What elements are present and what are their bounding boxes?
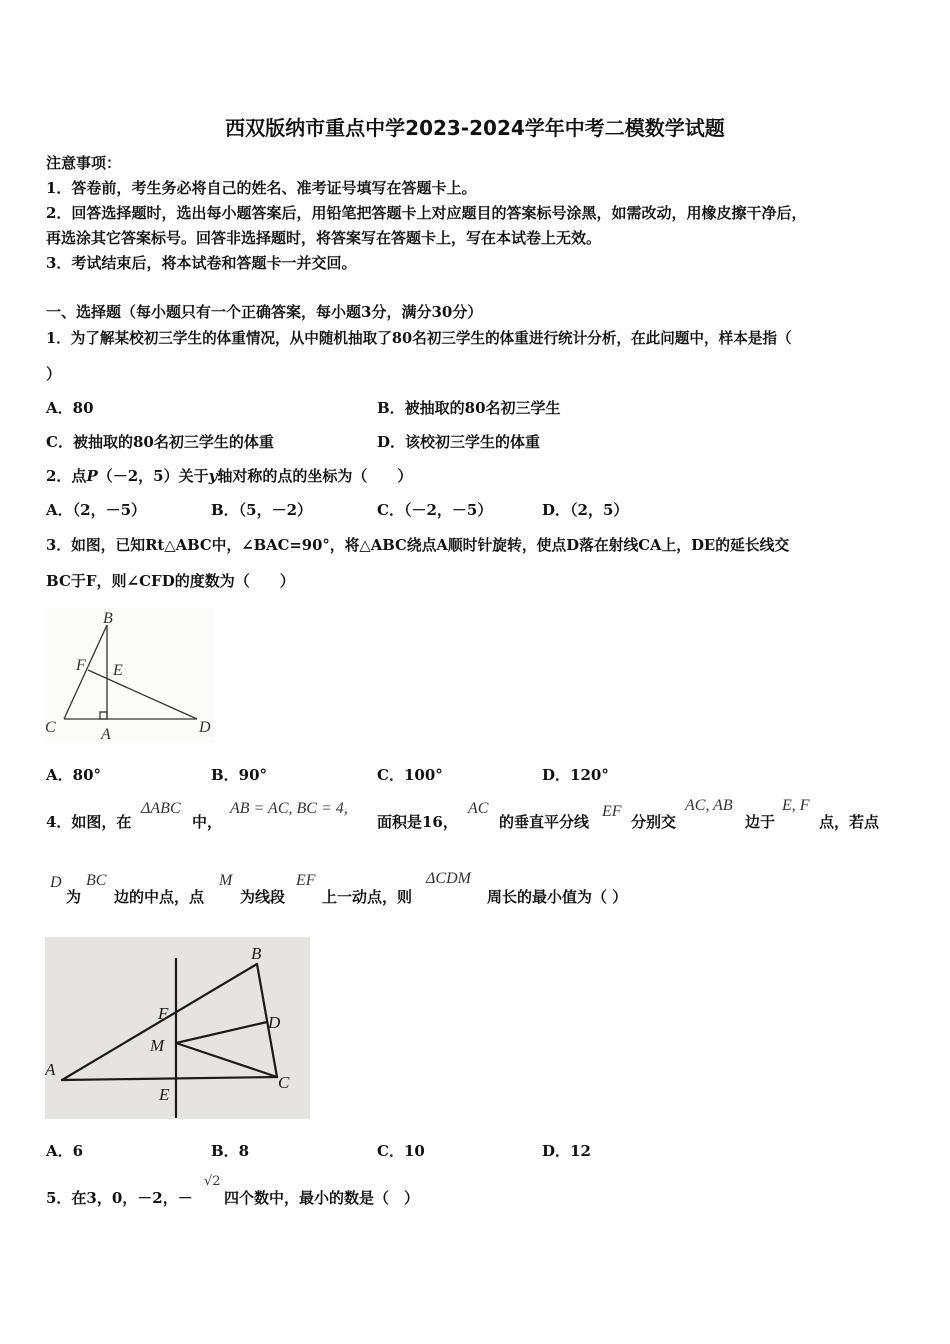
question-5-stem: 5．在3，0，－2，－ xyxy=(46,1189,193,1207)
label-f: F xyxy=(76,657,86,674)
label-a: A xyxy=(45,1060,56,1079)
q4-text: 分别交 xyxy=(631,813,677,831)
page-title: 西双版纳市重点中学2023-2024学年中考二模数学试题 xyxy=(225,116,725,140)
question-3-stem-end: BC于F，则∠CFD的度数为（ ） xyxy=(46,572,295,590)
notice-item: 3．考试结束后，将本试卷和答题卡一并交回。 xyxy=(46,254,357,272)
q4-math: BC xyxy=(86,872,107,889)
label-d: D xyxy=(199,719,211,736)
q4-text: 上一动点，则 xyxy=(322,888,413,906)
q1-option-d: D．该校初三学生的体重 xyxy=(377,433,541,451)
label-e: E xyxy=(159,1085,170,1104)
notice-item: 1．答卷前，考生务必将自己的姓名、准考证号填写在答题卡上。 xyxy=(46,179,477,197)
q4-math: ΔABC xyxy=(141,800,181,817)
section-heading: 一、选择题（每小题只有一个正确答案，每小题3分，满分30分） xyxy=(46,303,483,321)
q3-option-b: B．90° xyxy=(211,766,268,784)
q4-text: 点，若点 xyxy=(819,813,880,831)
q4-math: AC, AB xyxy=(685,797,733,814)
q4-text: 为线段 xyxy=(240,888,286,906)
q4-option-a: A．6 xyxy=(46,1142,84,1160)
q4-text: 面积是16， xyxy=(377,813,458,831)
question-1-stem: 1．为了解某校初三学生的体重情况，从中随机抽取了80名初三学生的体重进行统计分析，在此问题中，样本是指（ xyxy=(46,330,792,347)
q2-option-b: B．（5，－2） xyxy=(211,501,313,519)
question-2-stem: 2．点P（－2，5）关于y轴对称的点的坐标为（ ） xyxy=(46,467,413,485)
q4-text: 边的中点，点 xyxy=(114,888,205,906)
q4-text: 周长的最小值为（ ） xyxy=(487,888,628,906)
figure-background xyxy=(44,608,214,743)
q2-option-d: D．（2，5） xyxy=(542,501,629,519)
q4-math: M xyxy=(219,872,233,889)
label-c: C xyxy=(278,1073,290,1092)
q1-option-c: C．被抽取的80名初三学生的体重 xyxy=(46,433,274,451)
label-f: F xyxy=(158,1004,169,1023)
q3-option-a: A．80° xyxy=(46,766,102,784)
label-e: E xyxy=(113,662,123,679)
q4-text: 为 xyxy=(66,888,82,906)
question-3-figure xyxy=(44,608,214,743)
q2-option-c: C．（－2，－5） xyxy=(377,501,493,519)
label-a: A xyxy=(101,726,111,743)
question-1-stem-end: ） xyxy=(46,365,62,383)
notice-heading: 注意事项： xyxy=(46,154,122,172)
q3-option-c: C．100° xyxy=(377,766,443,784)
q4-math: D xyxy=(50,874,62,891)
q4-option-b: B．8 xyxy=(211,1142,250,1160)
question-3-stem: 3．如图，已知Rt△ABC中，∠BAC=90°，将△ABC绕点A顺时针旋转，使点D落在射线CA上，DE的延长线交 xyxy=(46,537,790,554)
q4-math: EF xyxy=(602,803,622,820)
q4-text: 的垂直平分线 xyxy=(499,813,590,831)
question-5-stem-end: 四个数中，最小的数是（ ） xyxy=(224,1189,420,1207)
label-m: M xyxy=(150,1036,165,1055)
notice-item: 2．回答选择题时，选出每小题答案后，用铅笔把答题卡上对应题目的答案标号涂黑，如需改动，用橡皮擦干净后， xyxy=(46,204,807,222)
q4-math: EF xyxy=(296,872,316,889)
q4-math: AB = AC, BC = 4, xyxy=(230,800,348,817)
q4-text: 4．如图，在 xyxy=(46,813,132,831)
label-b: B xyxy=(251,944,262,963)
q1-option-a: A．80 xyxy=(46,399,94,417)
label-d: D xyxy=(268,1013,281,1032)
q3-option-d: D．120° xyxy=(542,766,609,784)
q4-math: AC xyxy=(468,800,489,817)
label-c: C xyxy=(45,719,56,736)
q4-math: E, F xyxy=(782,797,810,814)
q5-sqrt: √2 xyxy=(204,1174,221,1189)
q2-option-a: A．（2，－5） xyxy=(46,501,147,519)
q4-text: 中， xyxy=(192,813,223,831)
q1-option-b: B．被抽取的80名初三学生 xyxy=(377,399,561,417)
q4-math: ΔCDM xyxy=(426,870,471,887)
q4-option-c: C．10 xyxy=(377,1142,425,1160)
q4-option-d: D．12 xyxy=(542,1142,591,1160)
label-b: B xyxy=(103,610,113,627)
q4-text: 边于 xyxy=(745,813,776,831)
notice-item: 再选涂其它答案标号。回答非选择题时，将答案写在答题卡上，写在本试卷上无效。 xyxy=(46,229,602,247)
question-4-figure xyxy=(45,937,310,1119)
